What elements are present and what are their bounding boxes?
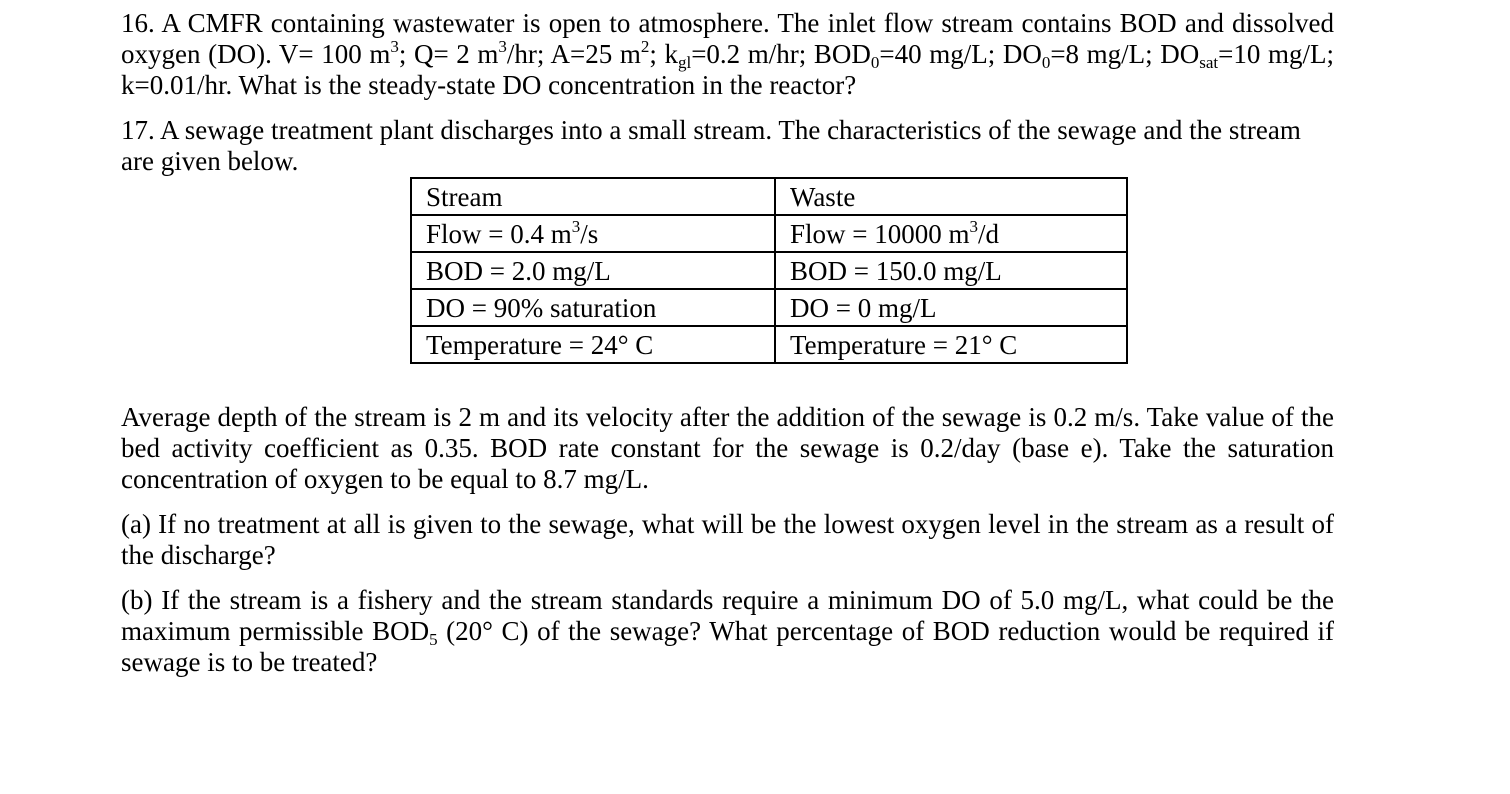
table-row	[411, 289, 1127, 326]
characteristics-table-wrapper	[410, 177, 1334, 364]
q16-sub-do0: 0	[1041, 53, 1051, 72]
question-17-part-b	[121, 585, 1334, 678]
q16-text: ; Q= 2 m	[398, 39, 499, 69]
q16-sub-kgl: gl	[677, 53, 692, 72]
cell-text: /d	[978, 219, 1000, 249]
cell-text: Flow = 0.4 m	[426, 219, 572, 249]
characteristics-table	[410, 177, 1128, 364]
q16-sup-flow: 3	[498, 37, 507, 56]
question-17-intro: 17. A sewage treatment plant discharges into a small stream. The characteristics of the sewage and the stream are given below.	[121, 115, 1301, 176]
cell-sup: 3	[969, 217, 978, 236]
q16-text: =10 mg/L; k=0.01/hr. What is the steady-state DO concentration in the reactor?	[121, 39, 1334, 100]
q16-text: =8 mg/L; DO	[1050, 39, 1200, 69]
table-cell-waste-flow	[775, 215, 1127, 252]
cell-text: Flow = 10000 m	[790, 219, 970, 249]
table-row	[411, 215, 1127, 252]
table-cell-waste-temperature: Temperature = 21° C	[775, 326, 1127, 363]
q16-sub-dosat: sat	[1199, 53, 1219, 72]
part-b-text: (20° C) of the sewage? What percentage of BOD reduction would be required if sewage is to be treated?	[121, 616, 1334, 677]
cell-sup: 3	[571, 217, 581, 236]
cell-text: /s	[580, 219, 599, 249]
q16-sub-bod0: 0	[870, 53, 880, 72]
table-cell-stream-do: DO = 90% saturation	[411, 289, 775, 326]
question-16	[121, 8, 1334, 101]
table-cell-stream-bod: BOD = 2.0 mg/L	[411, 252, 775, 289]
table-cell-waste-bod: BOD = 150.0 mg/L	[775, 252, 1127, 289]
table-row	[411, 252, 1127, 289]
table-cell-stream-flow	[411, 215, 775, 252]
table-header-stream: Stream	[411, 178, 775, 215]
q16-text: ; k	[649, 39, 678, 69]
table-header-row	[411, 178, 1127, 215]
table-cell-waste-do: DO = 0 mg/L	[775, 289, 1127, 326]
part-b-sub-bod5: 5	[429, 630, 438, 649]
q16-text: =40 mg/L; DO	[879, 39, 1042, 69]
stream-parameters-paragraph: Average depth of the stream is 2 m and its velocity after the addition of the sewage is 0.2 m/s. Take value of the bed activity coefficient as 0.35. BOD rate constant for the sewage is 0.2/day (base e). Take the saturation concentration of oxygen to be equal to 8.7 mg/L.	[121, 402, 1334, 494]
q16-text: /hr; A=25 m	[506, 39, 641, 69]
table-header-waste: Waste	[775, 178, 1127, 215]
question-17-part-a: (a) If no treatment at all is given to the sewage, what will be the lowest oxygen level in the stream as a result of the discharge?	[121, 509, 1334, 570]
table-row	[411, 326, 1127, 363]
part-b-text: (b) If the stream is a fishery and the stream standards require a minimum DO of 5.0 mg/L, what could be the maximum permissible BOD	[121, 585, 1334, 646]
q16-text: =0.2 m/hr; BOD	[691, 39, 871, 69]
q16-sup-area: 2	[640, 37, 650, 56]
q16-sup-volume: 3	[390, 37, 399, 56]
table-cell-stream-temperature: Temperature = 24° C	[411, 326, 775, 363]
q16-text: 16. A CMFR containing wastewater is open to atmosphere. The inlet flow stream contains BOD and dissolved oxygen (DO). V= 100 m	[121, 8, 1334, 69]
